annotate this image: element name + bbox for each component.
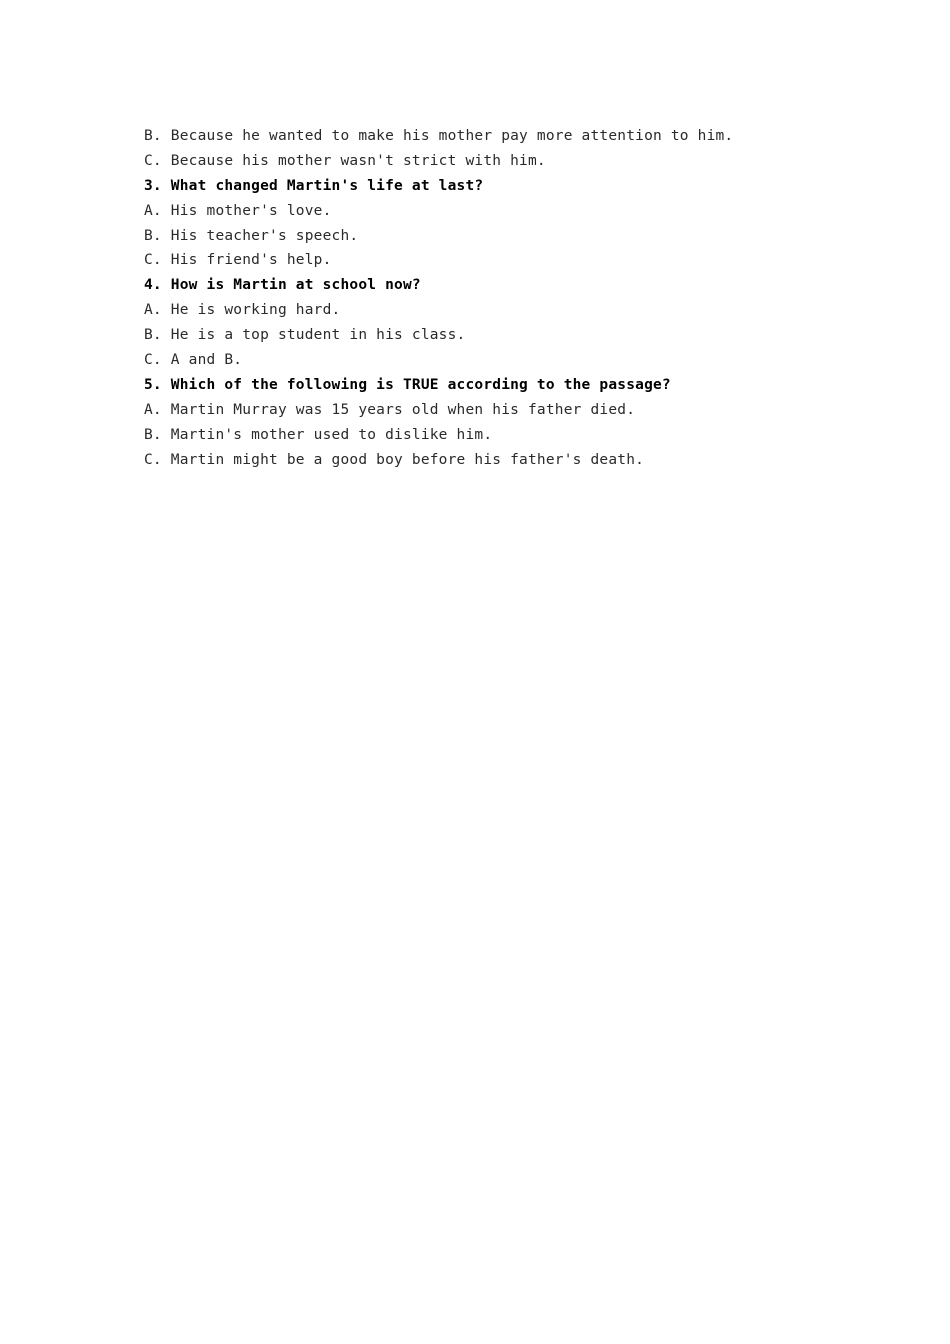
- question-3: 3. What changed Martin's life at last?: [144, 177, 484, 194]
- option-2b: B. Because he wanted to make his mother pay more attention to him.: [144, 128, 734, 144]
- option-4b: B. He is a top student in his class.: [144, 327, 466, 344]
- question-5: 5. Which of the following is TRUE according to the passage?: [144, 376, 671, 393]
- question-4: 4. How is Martin at school now?: [144, 277, 421, 294]
- option-3c: C. His friend's help.: [144, 252, 332, 269]
- question-block: [144, 124, 864, 472]
- option-5b: B. Martin's mother used to dislike him.: [144, 426, 493, 443]
- option-4a: A. He is working hard.: [144, 302, 341, 319]
- option-3a: A. His mother's love.: [144, 202, 332, 219]
- option-2c: C. Because his mother wasn't strict with him.: [144, 152, 546, 169]
- option-5a: A. Martin Murray was 15 years old when his father died.: [144, 401, 636, 418]
- option-3b: B. His teacher's speech.: [144, 227, 359, 244]
- option-5c: C. Martin might be a good boy before his father's death.: [144, 451, 645, 468]
- option-4c: C. A and B.: [144, 352, 243, 369]
